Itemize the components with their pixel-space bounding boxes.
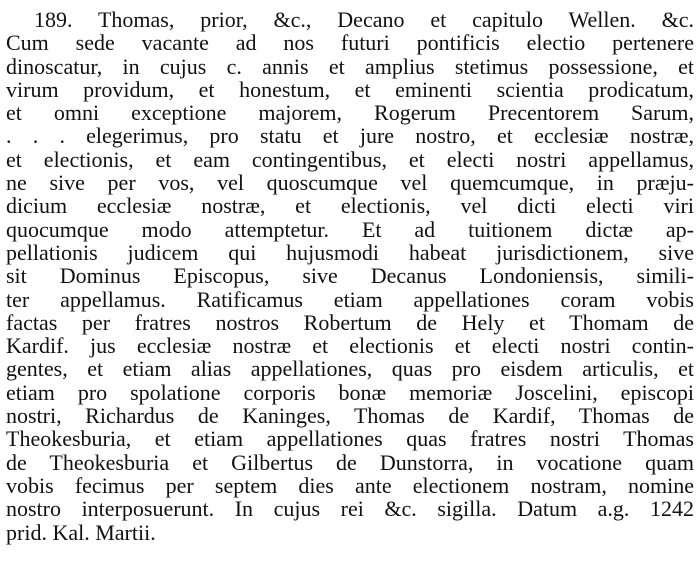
text-line: dinoscatur, in cujus c. annis et amplius stetimus possessione, et [6,53,694,79]
document-text [6,8,694,544]
text-line: nostri, Richardus de Kaninges, Thomas de Kardif, Thomas de [6,403,694,429]
text-line: etiam pro spolatione corporis bonæ memoriæ Joscelini, episcopi [6,379,694,405]
text-line: ter appellamus. Ratificamus etiam appellationes coram vobis [6,286,694,312]
text-line: et omni exceptione majorem, Rogerum Precentorem Sarum, [6,100,694,126]
text-line: 189. Thomas, prior, &c., Decano et capitulo Wellen. &c. [34,7,694,32]
text-line: . . . elegerimus, pro statu et jure nostro, et ecclesiæ nostræ, [6,123,694,149]
text-line: pellationis judicem qui hujusmodi habeat jurisdictionem, sive [6,239,694,265]
text-line: virum providum, et honestum, et eminenti scientia prodicatum, [6,76,694,102]
text-line: sit Dominus Episcopus, sive Decanus Londoniensis, simili- [6,263,694,289]
text-line: factas per fratres nostros Robertum de Hely et Thomam de [6,309,694,335]
text-line: prid. Kal. Martii. [6,519,156,545]
text-line: dicium ecclesiæ nostræ, et electionis, vel dicti electi viri [6,193,694,219]
text-line: de Theokesburia et Gilbertus de Dunstorra, in vocatione quam [6,449,694,475]
text-line: et electionis, et eam contingentibus, et electi nostri appellamus, [6,146,694,172]
text-line: quocumque modo attemptetur. Et ad tuitionem dictæ ap- [6,216,694,242]
text-line: ne sive per vos, vel quoscumque vel quemcumque, in præju- [6,170,694,196]
text-line: gentes, et etiam alias appellationes, quas pro eisdem articulis, et [6,356,694,382]
text-line: vobis fecimus per septem dies ante electionem nostram, nomine [6,472,694,498]
text-line: Kardif. jus ecclesiæ nostræ et electionis et electi nostri contin- [6,333,694,359]
text-line: Theokesburia, et etiam appellationes quas fratres nostri Thomas [6,426,694,452]
text-line: Cum sede vacante ad nos futuri pontificis electio pertenere [6,30,694,56]
text-line: nostro interposuerunt. In cujus rei &c. sigilla. Datum a.g. 1242 [6,496,694,522]
